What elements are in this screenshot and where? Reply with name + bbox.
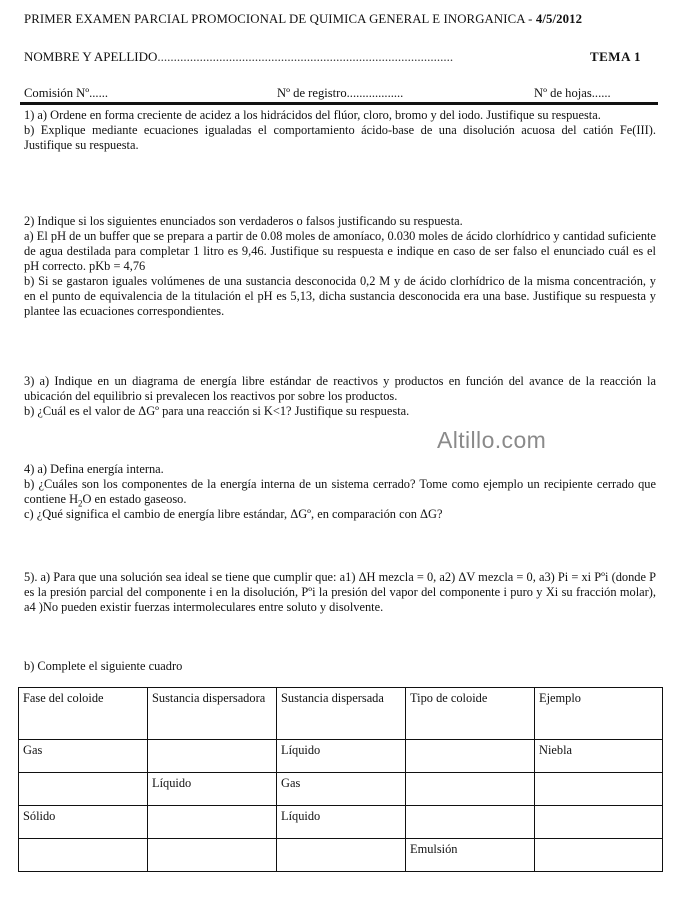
- table-cell: Líquido: [277, 806, 406, 839]
- question-2: [24, 214, 656, 319]
- table-cell-blank[interactable]: [148, 839, 277, 872]
- question-2-intro: 2) Indique si los siguientes enunciados son verdaderos o falsos justificando su respuesta.: [24, 214, 463, 228]
- exam-title-text: PRIMER EXAMEN PARCIAL PROMOCIONAL DE QUIMICA GENERAL E INORGANICA -: [24, 12, 533, 26]
- question-5: [24, 570, 656, 615]
- header-rule: [20, 102, 658, 105]
- table-cell: Niebla: [535, 740, 663, 773]
- table-cell-blank[interactable]: [148, 740, 277, 773]
- table-header-cell: Sustancia dispersada: [277, 688, 406, 740]
- table-header-row: [19, 688, 663, 740]
- table-header-cell: Sustancia dispersadora: [148, 688, 277, 740]
- table-header-cell: Ejemplo: [535, 688, 663, 740]
- question-4b: [24, 477, 656, 507]
- question-4: [24, 462, 656, 522]
- question-2a: a) El pH de un buffer que se prepara a partir de 0.08 moles de amoníaco, 0.030 moles de ácido clorhídrico y cantidad suficiente de agua destilada para completar 1 litro es 9,46. Justifique su respuesta e indique en caso de ser falso el enunciado cuál es el pH correcto. pKb = 4,76: [24, 229, 656, 273]
- colloid-table: [18, 687, 663, 872]
- tema-label: TEMA 1: [589, 49, 641, 64]
- table-header-cell: Fase del coloide: [19, 688, 148, 740]
- question-2b: b) Si se gastaron iguales volúmenes de una sustancia desconocida 0,2 M y de ácido clorhídrico de la misma concentración, y en el punto de equivalencia de la titulación el pH es 5,13, dicha sustancia desconocida era una base. Justifique su respuesta y plantee las ecuaciones correspondientes.: [24, 274, 656, 318]
- table-cell-blank[interactable]: [277, 839, 406, 872]
- table-row: [19, 773, 663, 806]
- question-3: [24, 374, 656, 419]
- table-cell-blank[interactable]: [406, 740, 535, 773]
- table-cell: Líquido: [148, 773, 277, 806]
- question-3a: 3) a) Indique en un diagrama de energía libre estándar de reactivos y productos en función del avance de la reacción la ubicación del equilibrio si prevalecen los reactivos por sobre los productos.: [24, 374, 656, 403]
- question-1a: 1) a) Ordene en forma creciente de acidez a los hidrácidos del flúor, cloro, bromo y del iodo. Justifique su respuesta.: [24, 108, 601, 122]
- question-3b: b) ¿Cuál es el valor de ΔGº para una reacción si K<1? Justifique su respuesta.: [24, 404, 410, 418]
- name-row: [24, 49, 641, 65]
- table-cell-blank[interactable]: [406, 773, 535, 806]
- question-1: [24, 108, 656, 153]
- table-header-cell: Tipo de coloide: [406, 688, 535, 740]
- table-cell-blank[interactable]: [535, 773, 663, 806]
- exam-title: [24, 12, 582, 27]
- table-cell-blank[interactable]: [148, 806, 277, 839]
- meta-row: [24, 86, 657, 102]
- watermark-logo: Altillo.com: [437, 427, 547, 453]
- question-5b: [24, 659, 656, 674]
- question-5a: 5). a) Para que una solución sea ideal se tiene que cumplir que: a1) ΔH mezcla = 0, a2) ΔV mezcla = 0, a3) Pi = xi Pºi (donde P es la presión parcial del componente i en la disolución, Pºi la presión del vapor del componente i puro y Xi su fracción molar), a4 )No pueden existir fuerzas intermoleculares entre soluto y disolvente.: [24, 570, 656, 614]
- table-cell-blank[interactable]: [535, 839, 663, 872]
- table-cell-blank[interactable]: [19, 839, 148, 872]
- hojas-field[interactable]: Nº de hojas......: [534, 86, 611, 100]
- table-row: [19, 806, 663, 839]
- question-4c: c) ¿Qué significa el cambio de energía libre estándar, ΔGº, en comparación con ΔG?: [24, 507, 443, 521]
- question-5b-text: b) Complete el siguiente cuadro: [24, 659, 183, 673]
- table-cell: Gas: [19, 740, 148, 773]
- table-row: [19, 740, 663, 773]
- question-4b-tail: O en estado gaseoso.: [82, 492, 187, 506]
- table-cell: Líquido: [277, 740, 406, 773]
- name-field[interactable]: ...........................................................................................: [157, 49, 454, 64]
- name-label: NOMBRE Y APELLIDO: [24, 49, 158, 64]
- question-1b: b) Explique mediante ecuaciones igualadas el comportamiento ácido-base de una disolución acuosa del catión Fe(III). Justifique su respuesta.: [24, 123, 656, 152]
- table-cell-blank[interactable]: [19, 773, 148, 806]
- table-cell: Emulsión: [406, 839, 535, 872]
- table-row: [19, 839, 663, 872]
- table-cell: Sólido: [19, 806, 148, 839]
- exam-date: 4/5/2012: [535, 12, 583, 26]
- table-cell: Gas: [277, 773, 406, 806]
- question-4b-text: b) ¿Cuáles son los componentes de la energía interna de un sistema cerrado? Tome como ejemplo un recipiente cerrado que contiene H: [24, 477, 656, 506]
- subscript-2: 2: [78, 498, 83, 509]
- table-cell-blank[interactable]: [535, 806, 663, 839]
- table-cell-blank[interactable]: [406, 806, 535, 839]
- registro-field[interactable]: Nº de registro..................: [277, 86, 404, 100]
- question-4a: 4) a) Defina energía interna.: [24, 462, 164, 476]
- comision-field[interactable]: Comisión Nº......: [24, 86, 109, 100]
